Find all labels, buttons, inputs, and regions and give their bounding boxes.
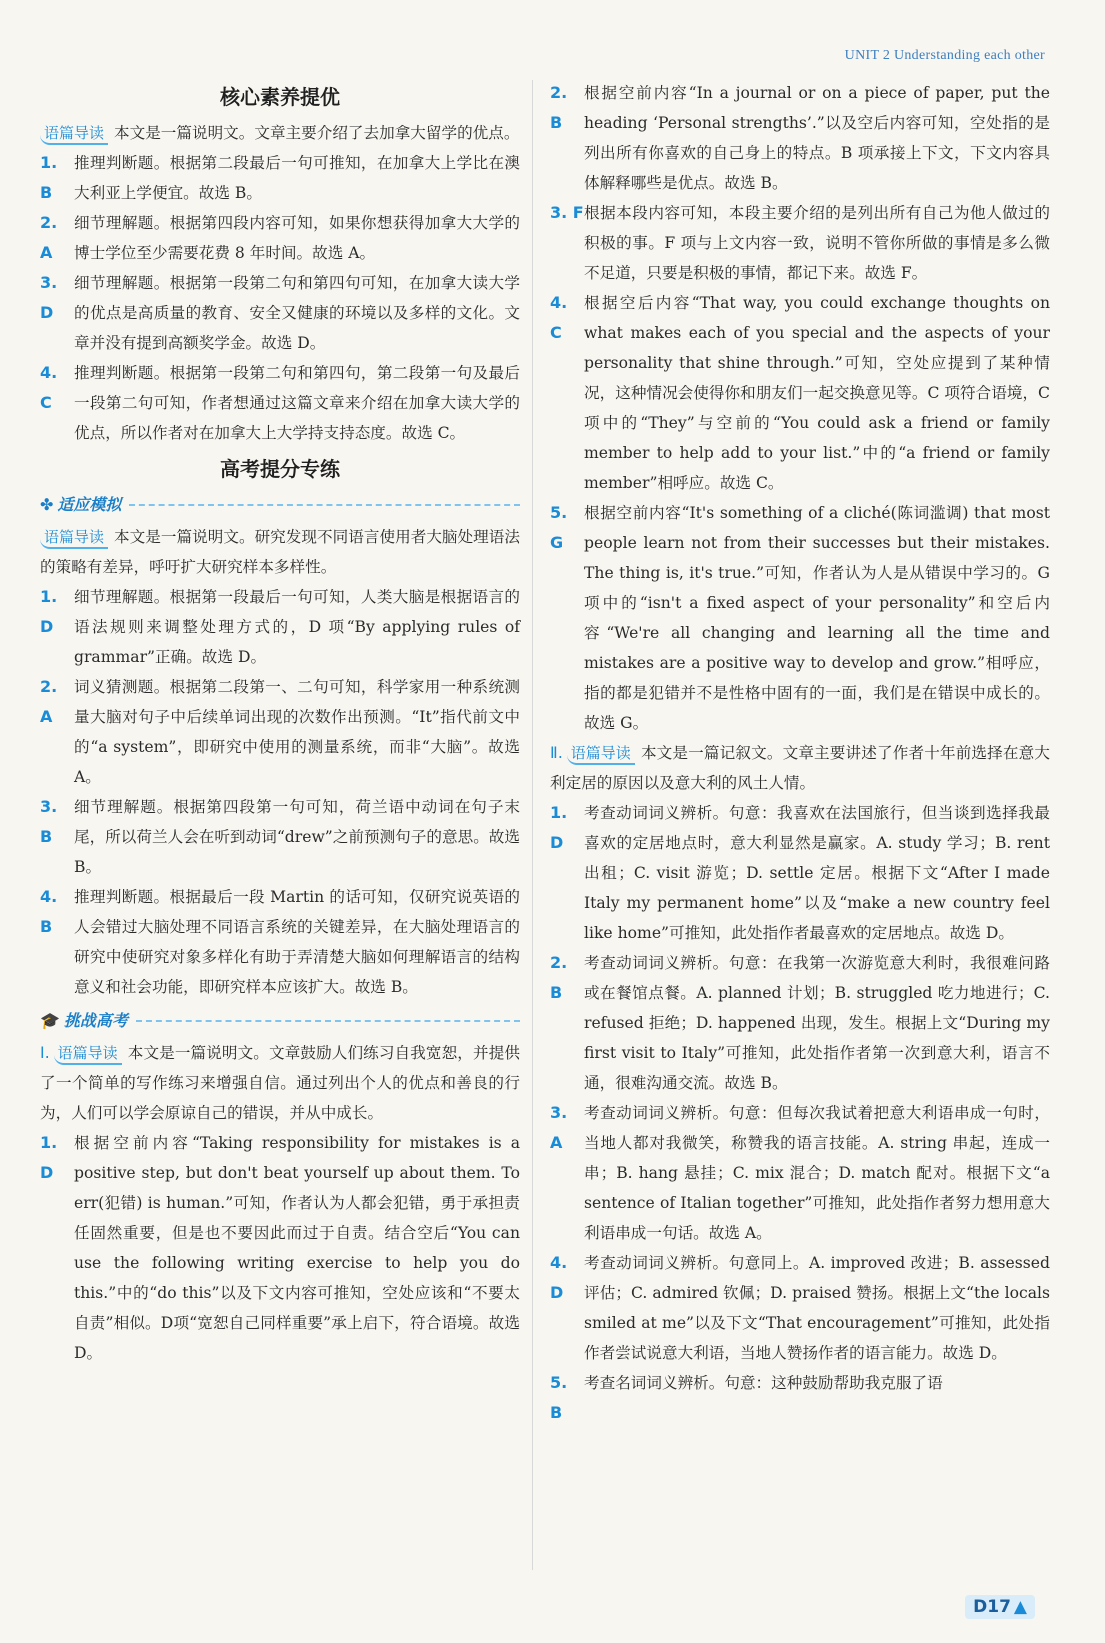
page-number [965,1595,1035,1619]
answer-key: 1. B [40,153,58,202]
answer-key: 5. G [550,503,568,552]
reading-guide [550,738,1050,798]
banner-simulation [40,490,520,520]
answer-key: 2. B [550,83,568,132]
answer-key: 5. B [550,1373,568,1422]
answer-key: 3. D [40,273,58,322]
answer-item [40,208,520,268]
answer-explanation: 考查动词词义辨析。句意：在我第一次游览意大利时，我很难问路或在餐馆点餐。A. planned 计划；B. struggled 吃力地进行；C. refused 拒绝；D. happened 出现，发生。根据上文“During my first visit to Italy”可推知，此处指作者第一次到意大利，语言不通，很难沟通交流。故选 B。 [584,954,1050,1092]
section-title-gaokao: 高考提分专练 [220,457,340,481]
answer-explanation: 细节理解题。根据第四段第一句可知，荷兰语中动词在句子末尾，所以荷兰人会在听到动词“drew”之前预测句子的意思。故选 B。 [74,798,520,876]
answer-item [550,198,1050,288]
answer-item [40,582,520,672]
guide-tag: 语篇导读 [40,123,108,145]
answer-explanation: 根据空前内容“In a journal or on a piece of paper, put the heading ‘Personal strengths’.”以及空后内容可知，空处指的是列出所有你喜欢的自己身上的特点。B 项承接上下文，下文内容具体解释哪些是优点。故选 B。 [584,84,1050,192]
answer-key: 1. D [550,803,568,852]
reading-guide [40,118,520,148]
answer-key: 3. A [550,1103,568,1152]
arrow-up-icon: ▲ [1013,1597,1027,1617]
answer-item [40,148,520,208]
answer-key: 4. B [40,887,58,936]
section-number: Ⅰ. [40,1044,50,1062]
answer-explanation: 推理判断题。根据第一段第二句和第四句，第二段第一句及最后一段第二句可知，作者想通过这篇文章来介绍在加拿大读大学的优点，所以作者对在加拿大上大学持支持态度。故选 C。 [74,364,520,442]
answer-key: 3. F [550,203,584,222]
answer-list [550,798,1050,1428]
answer-explanation: 推理判断题。根据第二段最后一句可推知，在加拿大上学比在澳大利亚上学便宜。故选 B。 [74,154,520,202]
answer-key: 1. D [40,1133,58,1182]
guide-tag: 语篇导读 [54,1043,122,1065]
answer-item [550,288,1050,498]
section-number: Ⅱ. [550,744,563,762]
column-divider [532,80,533,1570]
answer-item [550,498,1050,738]
answer-item [550,78,1050,198]
guide-text: 本文是一篇说明文。研究发现不同语言使用者大脑处理语法的策略有差异，呼吁扩大研究样本多样性。 [40,528,520,576]
answer-explanation: 细节理解题。根据第一段第二句和第四句可知，在加拿大读大学的优点是高质量的教育、安全又健康的环境以及多样的文化。文章并没有提到高额奖学金。故选 D。 [74,274,520,352]
puzzle-icon: ✤ [40,495,54,514]
answer-explanation: 根据空前内容“It's something of a cliché(陈词滥调) that most people learn not from their successes but their mistakes. The thing is, it's true.”可知，作者认为人是从错误中学习的。G 项中的“isn't a fixed aspect of your personality”和空后内容“We're all changing and learning all the time and mistakes are a positive way to develop and grow.”相呼应，指的都是犯错并不是性格中固有的一面，我们是在错误中成长的。故选 G。 [584,504,1050,732]
answer-explanation: 根据本段内容可知，本段主要介绍的是列出所有自己为他人做过的积极的事。F 项与上文内容一致，说明不管你所做的事情是多么微不足道，只要是积极的事情，都记下来。故选 F。 [584,204,1050,282]
answer-list [550,78,1050,738]
answer-explanation: 考查名词词义辨析。句意：这种鼓励帮助我克服了语 [584,1374,943,1392]
left-column [40,78,520,1368]
answer-key: 3. B [40,797,58,846]
guide-text: 本文是一篇记叙文。文章主要讲述了作者十年前选择在意大利定居的原因以及意大利的风土人情。 [550,744,1050,792]
answer-item [550,1368,1050,1428]
reading-guide [40,522,520,582]
answer-item [40,1128,520,1368]
banner-rule [136,1020,520,1022]
answer-item [40,672,520,792]
guide-text: 本文是一篇说明文。文章鼓励人们练习自我宽恕，并提供了一个简单的写作练习来增强自信。通过列出个人的优点和善良的行为，人们可以学会原谅自己的错误，并从中成长。 [40,1044,520,1122]
answer-item [550,1248,1050,1368]
answer-item [550,798,1050,948]
answer-explanation: 根据空后内容“That way, you could exchange thoughts on what makes each of you special and the aspects of your personality that shine through.”可知，空处应提到了某种情况，这种情况会使得你和朋友们一起交换意见等。C 项符合语境，C 项中的“They”与空前的“You could ask a friend or family member to help add to your list.”中的“a friend or family member”相呼应。故选 C。 [584,294,1050,492]
answer-list [40,148,520,448]
answer-item [40,268,520,358]
graduation-cap-icon: 🎓 [40,1011,60,1030]
answer-explanation: 推理判断题。根据最后一段 Martin 的话可知，仅研究说英语的人会错过大脑处理不同语言系统的关键差异，在大脑处理语言的研究中使研究对象多样化有助于弄清楚大脑如何理解语言的结构意义和社会功能，即研究样本应该扩大。故选 B。 [74,888,520,996]
guide-tag: 语篇导读 [40,527,108,549]
answer-key: 1. D [40,587,58,636]
answer-key: 4. D [550,1253,568,1302]
answer-item [40,358,520,448]
answer-list [40,1128,520,1368]
answer-item [40,792,520,882]
answer-key: 4. C [40,363,58,412]
section-title-core: 核心素养提优 [220,85,340,109]
answer-key: 4. C [550,293,568,342]
guide-tag: 语篇导读 [567,743,635,765]
answer-key: 2. A [40,677,58,726]
banner-rule [129,504,520,506]
banner-challenge [40,1006,520,1036]
answer-explanation: 根据空前内容“Taking responsibility for mistakes is a positive step, but don't beat yourself up about them. To err(犯错) is human.”可知，作者认为人都会犯错，勇于承担责任固然重要，但是也不要因此而过于自责。结合空后“You can use the following writing exercise to help you do this.”中的“do this”以及下文内容可推知，空处应该和“不要太自责”相似。D项“宽恕自己同样重要”承上启下，符合语境。故选 D。 [74,1134,520,1362]
answer-item [550,1098,1050,1248]
reading-guide [40,1038,520,1128]
answer-explanation: 考查动词词义辨析。句意：我喜欢在法国旅行，但当谈到选择我最喜欢的定居地点时，意大利显然是赢家。A. study 学习；B. rent 出租；C. visit 游览；D. settle 定居。根据下文“After I made Italy my permanent home”以及“make a new country feel like home”可推知，此处指作者最喜欢的定居地点。故选 D。 [584,804,1050,942]
banner-label: 适应模拟 [57,495,122,514]
answer-explanation: 考查动词词义辨析。句意：但每次我试着把意大利语串成一句时，当地人都对我微笑，称赞我的语言技能。A. string 串起，连成一串；B. hang 悬挂；C. mix 混合；D. match 配对。根据下文“a sentence of Italian together”可推知，此处指作者努力想用意大利语串成一句话。故选 A。 [584,1104,1050,1242]
answer-explanation: 细节理解题。根据第一段最后一句可知，人类大脑是根据语言的语法规则来调整处理方式的，D 项“By applying rules of grammar”正确。故选 D。 [74,588,520,666]
answer-item [550,948,1050,1098]
answer-explanation: 细节理解题。根据第四段内容可知，如果你想获得加拿大大学的博士学位至少需要花费 8 年时间。故选 A。 [74,214,520,262]
unit-header: UNIT 2 Understanding each other [844,48,1045,63]
right-column [550,78,1050,1428]
guide-text: 本文是一篇说明文。文章主要介绍了去加拿大留学的优点。 [114,124,520,142]
answer-explanation: 词义猜测题。根据第二段第一、二句可知，科学家用一种系统测量大脑对句子中后续单词出现的次数作出预测。“It”指代前文中的“a system”，即研究中使用的测量系统，而非“大脑”。故选 A。 [74,678,520,786]
answer-explanation: 考查动词词义辨析。句意同上。A. improved 改进；B. assessed 评估；C. admired 钦佩；D. praised 赞扬。根据上文“the locals smiled at me”以及下文“That encouragement”可推知，此处指作者尝试说意大利语，当地人赞扬作者的语言能力。故选 D。 [584,1254,1050,1362]
answer-key: 2. B [550,953,568,1002]
answer-list [40,582,520,1002]
answer-key: 2. A [40,213,58,262]
answer-item [40,882,520,1002]
page-number-label: D17 [973,1597,1011,1617]
banner-label: 挑战高考 [63,1011,128,1030]
